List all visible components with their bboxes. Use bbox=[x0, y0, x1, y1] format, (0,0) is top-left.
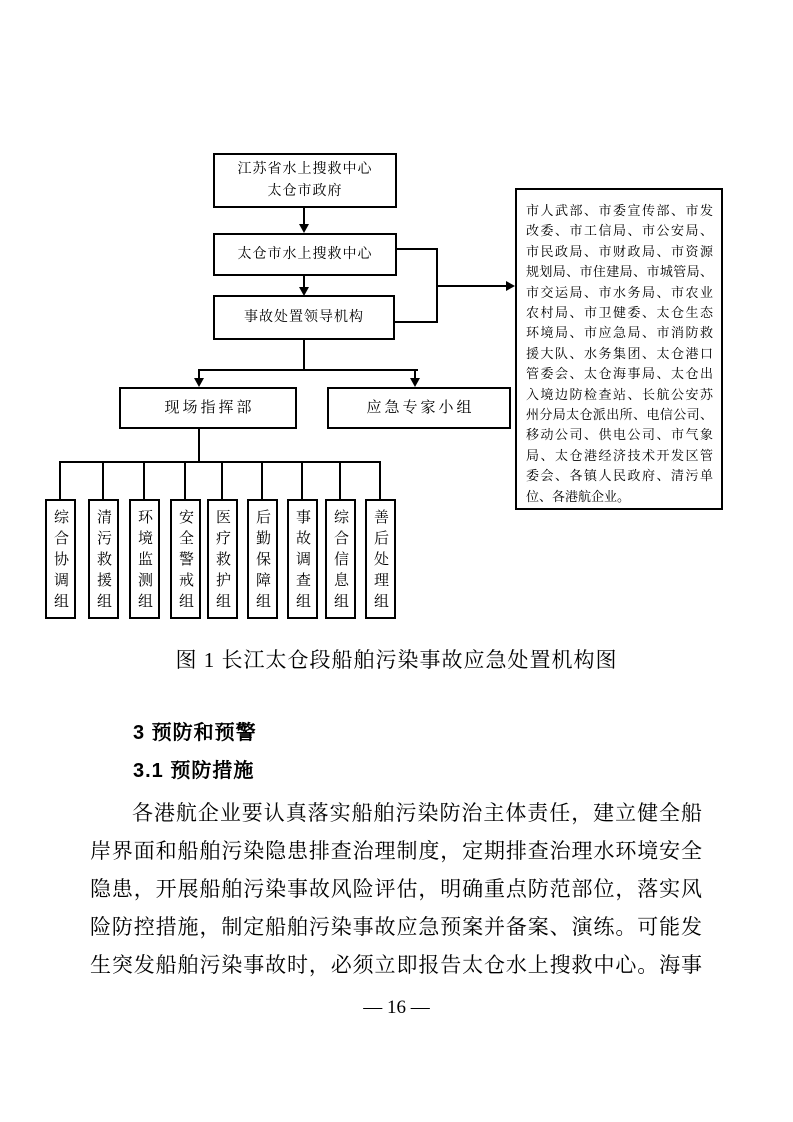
member-units-line: 规划局、市住建局、市城管局、 bbox=[526, 264, 713, 280]
box-label: 安全警戒组 bbox=[177, 509, 193, 614]
member-units-line: 改委、市工信局、市公安局、 bbox=[526, 223, 713, 239]
member-units-line: 管委会、太仓海事局、太仓出 bbox=[526, 366, 713, 382]
box-group-information bbox=[325, 499, 356, 619]
box-label: 事故处置领导机构 bbox=[244, 309, 364, 325]
box-group-medical-rescue bbox=[207, 499, 238, 619]
connector-line bbox=[301, 461, 303, 499]
box-label: 综合信息组 bbox=[332, 509, 348, 614]
box-label: 江苏省水上搜救中心 bbox=[237, 161, 373, 177]
connector-line bbox=[339, 461, 341, 499]
box-incident-leadership-body bbox=[213, 295, 395, 340]
body-line: 隐患，开展船舶污染事故风险评估，明确重点防范部位，落实风 bbox=[90, 877, 702, 901]
box-label: 后勤保障组 bbox=[254, 509, 270, 614]
box-label: 太仓市政府 bbox=[267, 183, 343, 199]
connector-line bbox=[261, 461, 263, 499]
body-line: 岸界面和船舶污染隐患排查治理制度，定期排查治理水环境安全 bbox=[90, 839, 702, 863]
section-heading: 3 预防和预警 bbox=[133, 722, 257, 744]
connector-line bbox=[143, 461, 145, 499]
connector-line bbox=[397, 248, 438, 250]
connector-line bbox=[198, 429, 200, 463]
box-group-cleanup-rescue bbox=[88, 499, 119, 619]
connector-line bbox=[221, 461, 223, 499]
box-label: 事故调查组 bbox=[294, 509, 310, 614]
member-units-line: 市民政局、市财政局、市资源 bbox=[526, 243, 713, 259]
box-label: 环境监测组 bbox=[136, 509, 152, 614]
member-units-line: 入境边防检查站、长航公安苏 bbox=[526, 386, 713, 402]
figure-caption: 图 1 长江太仓段船舶污染事故应急处置机构图 bbox=[175, 648, 618, 672]
box-member-units bbox=[515, 188, 723, 510]
box-group-aftermath bbox=[365, 499, 396, 619]
member-units-line: 市交运局、市水务局、市农业 bbox=[526, 284, 713, 300]
connector-line bbox=[198, 369, 418, 371]
member-units-line: 移动公司、供电公司、市气象 bbox=[526, 427, 713, 443]
box-expert-group bbox=[327, 387, 511, 429]
box-taicang-water-search-rescue-center bbox=[213, 233, 397, 276]
member-units-line: 局、太仓港经济技术开发区管 bbox=[526, 447, 713, 463]
body-line: 生突发船舶污染事故时，必须立即报告太仓水上搜救中心。海事 bbox=[90, 953, 702, 977]
box-label: 清污救援组 bbox=[95, 509, 111, 614]
connector-line bbox=[379, 461, 381, 499]
box-group-environment-monitoring bbox=[129, 499, 160, 619]
member-units-line: 市人武部、市委宣传部、市发 bbox=[526, 203, 713, 218]
connector-line bbox=[303, 208, 305, 225]
box-label: 医疗救护组 bbox=[214, 509, 230, 614]
connector-line bbox=[184, 461, 186, 499]
connector-line bbox=[436, 285, 507, 287]
connector-line bbox=[395, 321, 438, 323]
box-group-logistics-support bbox=[247, 499, 278, 619]
box-label: 应急专家小组 bbox=[366, 400, 475, 416]
member-units-line: 援大队、水务集团、太仓港口 bbox=[526, 345, 713, 361]
connector-line bbox=[59, 461, 61, 499]
connector-line bbox=[303, 340, 305, 371]
member-units-line: 位、各港航企业。 bbox=[526, 488, 631, 504]
box-field-command bbox=[119, 387, 297, 429]
body-line: 各港航企业要认真落实船舶污染防治主体责任，建立健全船 bbox=[132, 801, 702, 825]
box-label: 综合协调组 bbox=[52, 509, 68, 614]
box-label: 善后处理组 bbox=[372, 509, 388, 614]
arrow-down-icon bbox=[299, 224, 309, 233]
box-provincial-search-rescue-center bbox=[213, 153, 397, 208]
body-paragraph bbox=[90, 794, 702, 984]
box-group-incident-investigation bbox=[287, 499, 318, 619]
box-group-coordination bbox=[45, 499, 76, 619]
subsection-heading: 3.1 预防措施 bbox=[133, 760, 255, 782]
box-group-security-warning bbox=[170, 499, 201, 619]
box-label: 太仓市水上搜救中心 bbox=[237, 246, 373, 262]
member-units-line: 州分局太仓派出所、电信公司、 bbox=[526, 407, 713, 423]
connector-line bbox=[59, 461, 381, 463]
arrow-down-icon bbox=[410, 378, 420, 387]
page-number: — 16 — bbox=[363, 997, 430, 1018]
body-line: 险防控措施，制定船舶污染事故应急预案并备案、演练。可能发 bbox=[90, 915, 702, 939]
connector-line bbox=[102, 461, 104, 499]
member-units-line: 环境局、市应急局、市消防救 bbox=[526, 325, 713, 341]
box-label: 现场指挥部 bbox=[164, 400, 255, 416]
member-units-line: 委会、各镇人民政府、清污单 bbox=[526, 468, 713, 484]
arrow-right-icon bbox=[506, 281, 515, 291]
member-units-line: 农村局、市卫健委、太仓生态 bbox=[526, 305, 713, 321]
arrow-down-icon bbox=[194, 378, 204, 387]
